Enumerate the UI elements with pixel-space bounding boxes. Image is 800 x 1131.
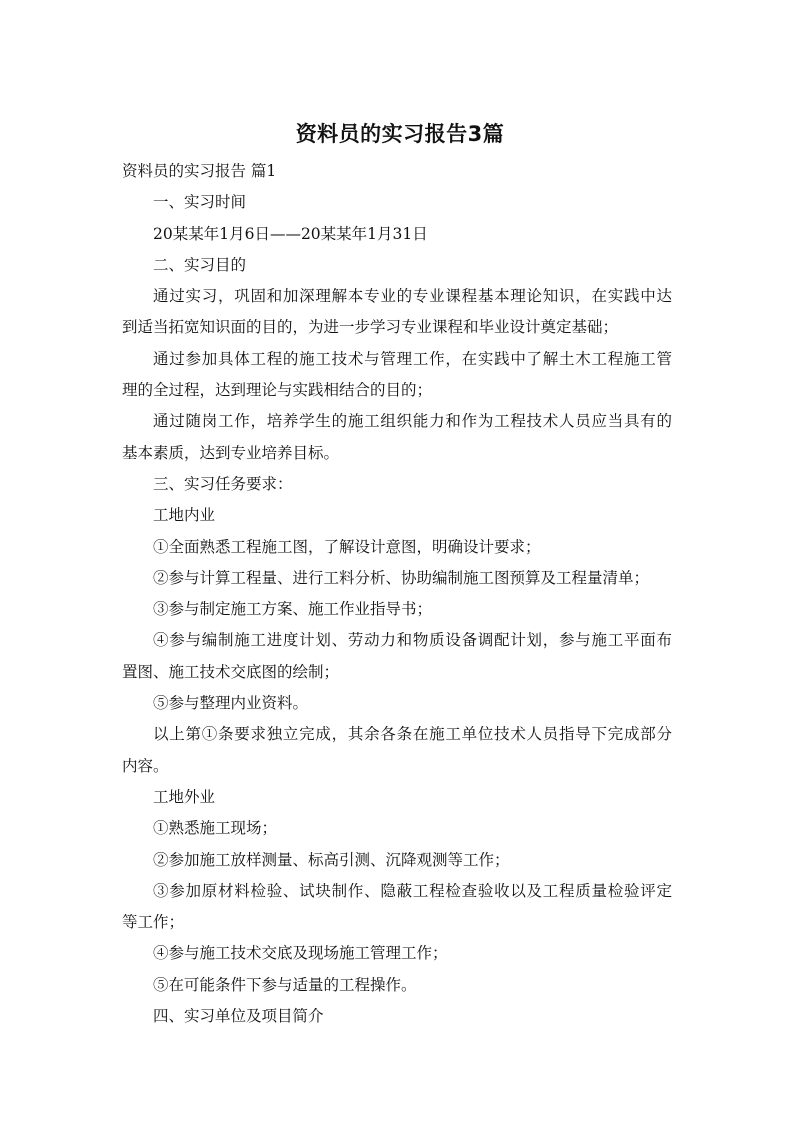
paragraph-line: 通过随岗工作，培养学生的施工组织能力和作为工程技术人员应当具有的 xyxy=(153,412,672,431)
document-title: 资料员的实习报告3篇 xyxy=(295,122,505,146)
paragraph-line: 通过参加具体工程的施工技术与管理工作，在实践中了解土木工程施工管 xyxy=(153,349,672,368)
paragraph-line: 置图、施工技术交底图的绘制； xyxy=(122,662,340,681)
subheading-internship-purpose: 二、实习目的 xyxy=(153,255,247,274)
list-item: ④参与编制施工进度计划、劳动力和物质设备调配计划，参与施工平面布 xyxy=(153,631,672,650)
paragraph-line: 以上第①条要求独立完成，其余各条在施工单位技术人员指导下完成部分 xyxy=(153,725,672,744)
subheading-unit-and-project: 四、实习单位及项目简介 xyxy=(153,1007,324,1026)
paragraph-line: 理的全过程，达到理论与实践相结合的目的； xyxy=(122,381,433,400)
subheading-task-requirements: 三、实习任务要求： xyxy=(153,474,293,493)
paragraph-line: 到适当拓宽知识面的目的，为进一步学习专业课程和毕业设计奠定基础； xyxy=(122,318,619,337)
list-item: ①熟悉施工现场； xyxy=(153,819,278,838)
list-item: ②参与计算工程量、进行工料分析、协助编制施工图预算及工程量清单； xyxy=(153,568,650,587)
document-body xyxy=(122,156,672,1032)
list-item: ④参与施工技术交底及现场施工管理工作； xyxy=(153,944,448,963)
section-heading: 资料员的实习报告 篇1 xyxy=(122,162,277,180)
paragraph-line: 通过实习，巩固和加深理解本专业的专业课程基本理论知识，在实践中达 xyxy=(153,287,672,306)
subheading-site-field-work: 工地外业 xyxy=(153,787,216,806)
paragraph-line: 内容。 xyxy=(122,756,169,775)
subheading-site-office-work: 工地内业 xyxy=(153,506,216,525)
list-item: ⑤参与整理内业资料。 xyxy=(153,694,309,713)
list-item: ③参加原材料检验、试块制作、隐蔽工程检查验收以及工程质量检验评定 xyxy=(153,881,672,900)
list-item: ③参与制定施工方案、施工作业指导书； xyxy=(153,600,433,619)
subheading-internship-time: 一、实习时间 xyxy=(153,193,247,212)
list-item: ②参加施工放样测量、标高引测、沉降观测等工作； xyxy=(153,850,510,869)
list-item: ①全面熟悉工程施工图，了解设计意图，明确设计要求； xyxy=(153,537,541,556)
list-item: ⑤在可能条件下参与适量的工程操作。 xyxy=(153,975,417,994)
paragraph-line: 基本素质，达到专业培养目标。 xyxy=(122,443,340,462)
paragraph-line: 20某某年1月6日——20某某年1月31日 xyxy=(153,224,428,243)
paragraph-line: 等工作； xyxy=(122,913,185,932)
